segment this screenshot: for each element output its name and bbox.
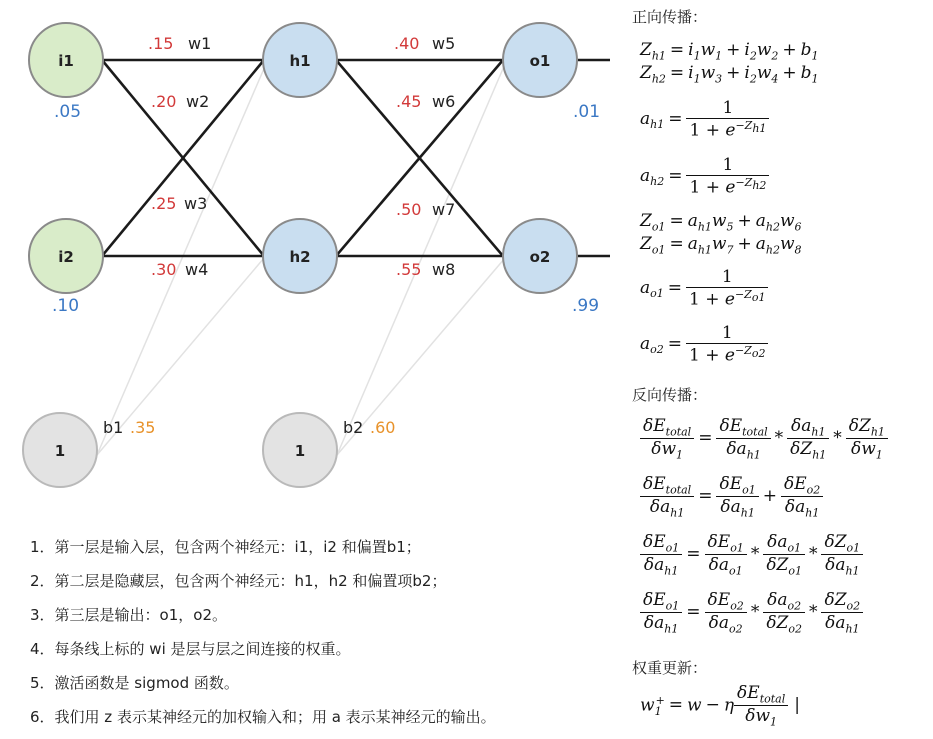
value-i1: .05: [54, 102, 82, 122]
weight-name-w6: w6: [432, 92, 456, 111]
update-title: 权重更新：: [632, 659, 708, 677]
bias-b1-value: .35: [130, 418, 156, 437]
node-bias-b2-label: 1: [294, 442, 306, 460]
note-item: 4．每条线上标的 wi 是层与层之间连接的权重。: [30, 640, 351, 658]
weight-value-w3: .25: [151, 194, 177, 213]
node-h2-label: h2: [289, 248, 311, 266]
eq-a-h2: $a_{h2}$ = $\frac{1}{1 + e^{-Z_{h2}}}$: [640, 155, 769, 198]
eq-a-h1: $a_{h1}$ = $\frac{1}{1 + e^{-Z_{h1}}}$: [640, 98, 769, 141]
node-o1-label: o1: [529, 52, 551, 70]
neural-network-diagram: [0, 0, 620, 520]
node-i2-label: i2: [58, 248, 74, 266]
weight-name-w5: w5: [432, 34, 456, 53]
node-h1-label: h1: [289, 52, 311, 70]
note-item: 3．第三层是输出：o1，o2。: [30, 606, 227, 624]
note-item: 2．第二层是隐藏层，包含两个神经元：h1，h2 和偏置项b2；: [30, 572, 447, 590]
weight-value-w8: .55: [396, 260, 422, 279]
eq-a-o2: $a_{o2}$ = $\frac{1}{1 + e^{-Z_{o2}}}$: [640, 323, 768, 366]
equations-panel: [632, 0, 932, 739]
note-item: 1．第一层是输入层，包含两个神经元：i1，i2 和偏置b1；: [30, 538, 421, 556]
eq-dE-dah1: $\frac{\delta E_{total}}{\delta a_{h1}}$ = $\frac{\delta E_{o1}}{\delta a_{h1}}$ + $\frac{\delta E_{o2}}{\delta a_{h1}}$: [640, 474, 823, 520]
weight-value-w2: .20: [151, 92, 177, 111]
eq-z-o1: $Z_{o1} = a_{h1}w_5 + a_{h2}w_6$: [640, 211, 802, 234]
bias-b1-name: b1: [103, 418, 124, 437]
eq-z-o1-b: $Z_{o1} = a_{h1}w_7 + a_{h2}w_8$: [640, 234, 802, 257]
bias-b2-name: b2: [343, 418, 364, 437]
node-bias-b1-label: 1: [54, 442, 66, 460]
node-i1-label: i1: [58, 52, 74, 70]
bias-b2-value: .60: [370, 418, 396, 437]
weight-name-w1: w1: [188, 34, 212, 53]
eq-z-h1: $Z_{h1} = i_1w_1 + i_2w_2 + b_1$: [640, 40, 819, 63]
weight-name-w4: w4: [185, 260, 209, 279]
weight-name-w7: w7: [432, 200, 456, 219]
weight-name-w8: w8: [432, 260, 456, 279]
value-o1: .01: [573, 102, 601, 122]
notes-list: [30, 530, 496, 734]
note-item: 6．我们用 z 表示某神经元的加权输入和；用 a 表示某神经元的输出。: [30, 708, 496, 726]
edge-b1-h1: [97, 64, 266, 455]
node-o2-label: o2: [529, 248, 551, 266]
backward-title: 反向传播：: [632, 386, 708, 404]
eq-z-h2: $Z_{h2} = i_1w_3 + i_2w_4 + b_1$: [640, 63, 819, 86]
eq-dEo1-dah1: $\frac{\delta E_{o1}}{\delta a_{h1}}$ = $\frac{\delta E_{o1}}{\delta a_{o1}}$ * $\frac{\delta a_{o1}}{\delta Z_{o1}}$ * $\frac{\delta Z_{o1}}{\delta a_{h1}}$: [640, 532, 863, 578]
eq-weight-update: $w_1^+ = w - \eta$ $\frac{\delta E_{total}}{\delta w_1}$ |: [640, 683, 800, 729]
weight-value-w1: .15: [148, 34, 174, 53]
weight-value-w5: .40: [394, 34, 420, 53]
value-o2: .99: [572, 296, 600, 316]
eq-dEo2-dah1: $\frac{\delta E_{o1}}{\delta a_{h1}}$ = $\frac{\delta E_{o2}}{\delta a_{o2}}$ * $\frac{\delta a_{o2}}{\delta Z_{o2}}$ * $\frac{\delta Z_{o2}}{\delta a_{h1}}$: [640, 590, 863, 636]
forward-title: 正向传播：: [632, 8, 708, 26]
note-item: 5．激活函数是 sigmod 函数。: [30, 674, 239, 692]
value-i2: .10: [52, 296, 80, 316]
weight-name-w3: w3: [184, 194, 208, 213]
eq-a-o1: $a_{o1}$ = $\frac{1}{1 + e^{-Z_{o1}}}$: [640, 267, 768, 310]
eq-dE-dw1: $\frac{\delta E_{total}}{\delta w_1}$ = $\frac{\delta E_{total}}{\delta a_{h1}}$ * $\frac{\delta a_{h1}}{\delta Z_{h1}}$ * $\frac{\delta Z_{h1}}{\delta w_1}$: [640, 416, 888, 462]
weight-name-w2: w2: [186, 92, 210, 111]
weight-value-w7: .50: [396, 200, 422, 219]
weight-value-w6: .45: [396, 92, 422, 111]
weight-value-w4: .30: [151, 260, 177, 279]
